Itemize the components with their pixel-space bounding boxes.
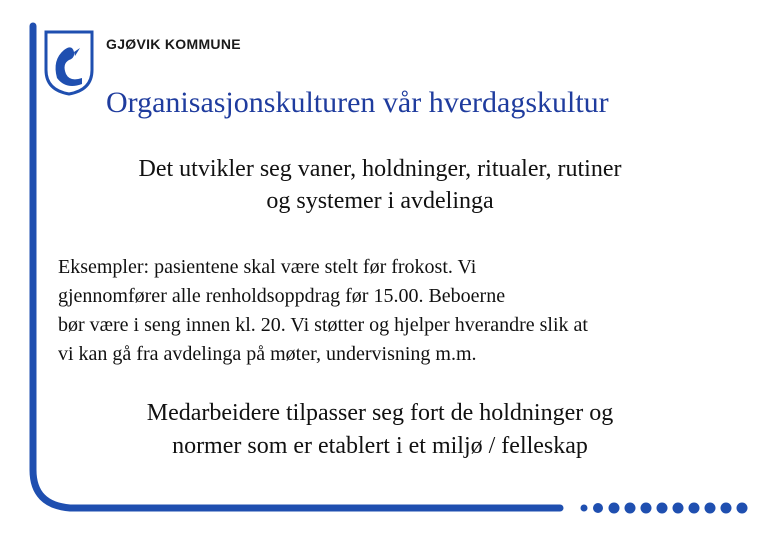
subtitle-line: Det utvikler seg vaner, holdninger, ritualer, rutiner [138, 156, 622, 182]
subtitle-line: og systemer i avdelinga [266, 188, 494, 214]
examples-line: Eksempler: pasientene skal være stelt før frokost. Vi [58, 256, 477, 278]
org-name: GJØVIK KOMMUNE [106, 36, 241, 52]
examples-line: vi kan gå fra avdelinga på møter, undervisning m.m. [58, 343, 477, 365]
slide-title: Organisasjonskulturen vår hverdagskultur [106, 86, 609, 119]
conclusion-line: Medarbeidere tilpasser seg fort de holdninger og [146, 400, 614, 426]
dot-row-decoration [578, 500, 758, 516]
examples-paragraph [58, 253, 718, 369]
examples-line: gjennomfører alle renholdsoppdrag før 15.00. Beboerne [58, 285, 506, 307]
conclusion-line: normer som er etablert i et miljø / felleskap [172, 433, 588, 459]
conclusion-paragraph [80, 397, 680, 463]
swan-shield-icon [44, 30, 94, 96]
slide-subtitle [80, 153, 680, 217]
examples-line: bør være i seng innen kl. 20. Vi støtter og hjelper hverandre slik at [58, 314, 588, 336]
